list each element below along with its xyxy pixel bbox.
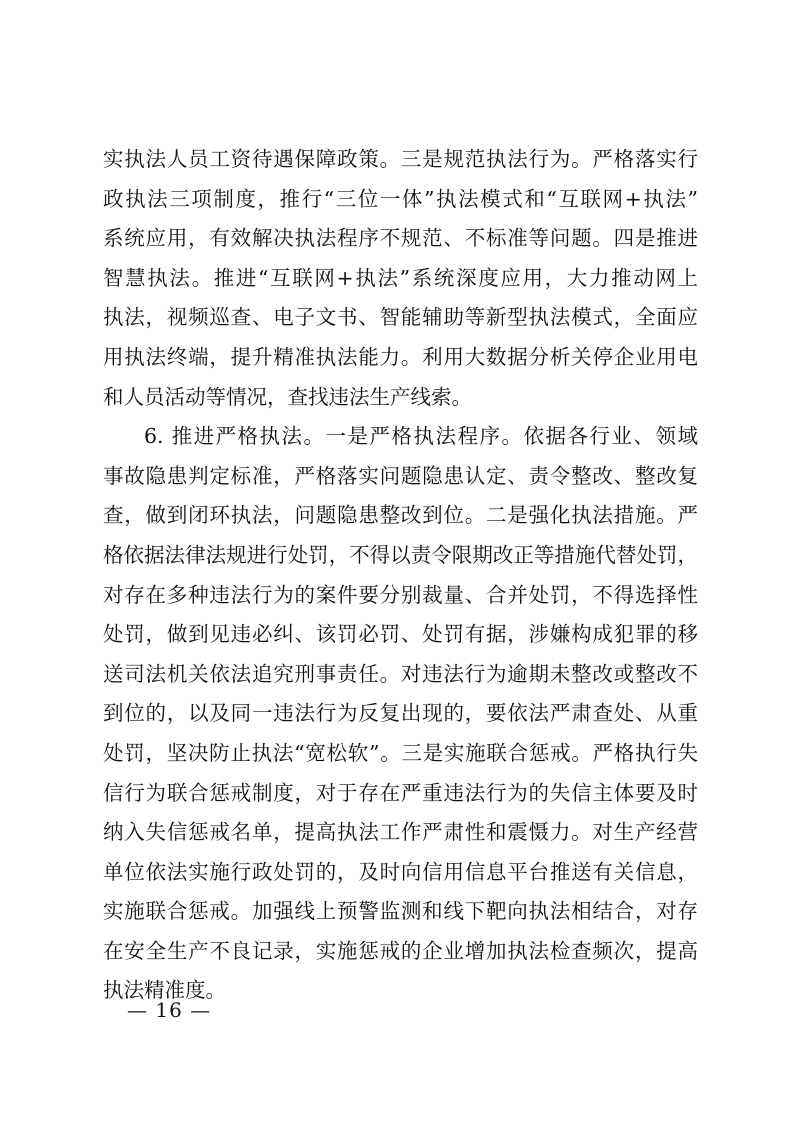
text-line: 系统应用，有效解决执法程序不规范、不标准等问题。四是推进 [103, 226, 698, 251]
text-line: 处罚，做到见违必纠、该罚必罚、处罚有据，涉嫌构成犯罪的移 [103, 622, 698, 647]
text-line: 执法，视频巡查、电子文书、智能辅助等新型执法模式，全面应 [103, 305, 698, 330]
text-line: 执法精准度。 [103, 978, 226, 1003]
text-line: 纳入失信惩戒名单，提高执法工作严肃性和震慑力。对生产经营 [103, 820, 698, 845]
page-number: — 16 — [127, 998, 212, 1022]
text-line: 处罚，坚决防止执法“宽松软”。三是实施联合惩戒。严格执行失 [103, 740, 698, 765]
text-line: 实施联合惩戒。加强线上预警监测和线下靶向执法相结合，对存 [103, 899, 698, 924]
text-line: 单位依法实施行政处罚的，及时向信用信息平台推送有关信息， [103, 859, 698, 884]
text-line: 信行为联合惩戒制度，对于存在严重违法行为的失信主体要及时 [103, 780, 698, 805]
text-line: 对存在多种违法行为的案件要分别裁量、合并处罚，不得选择性 [103, 582, 698, 607]
text-line: 政执法三项制度，推行“三位一体”执法模式和“互联网+执法” [103, 186, 698, 211]
text-line: 送司法机关依法追究刑事责任。对违法行为逾期未整改或整改不 [103, 661, 698, 686]
text-line: 实执法人员工资待遇保障政策。三是规范执法行为。严格落实行 [103, 147, 698, 171]
text-line: 在安全生产不良记录，实施惩戒的企业增加执法检查频次，提高 [103, 938, 698, 963]
text-line: 事故隐患判定标准，严格落实问题隐患认定、责令整改、整改复 [103, 463, 698, 488]
paragraph-first-line: 6. 推进严格执法。一是严格执法程序。依据各行业、领域 [144, 424, 698, 449]
text-line: 智慧执法。推进“互联网+执法”系统深度应用，大力推动网上 [103, 265, 698, 290]
text-line: 格依据法律法规进行处罚，不得以责令限期改正等措施代替处罚， [103, 542, 698, 567]
text-line: 用执法终端，提升精准执法能力。利用大数据分析关停企业用电 [103, 344, 698, 369]
text-line: 查，做到闭环执法，问题隐患整改到位。二是强化执法措施。严 [103, 503, 698, 528]
text-line: 到位的，以及同一违法行为反复出现的，要依法严肃查处、从重 [103, 701, 698, 726]
text-line: 和人员活动等情况，查找违法生产线索。 [103, 384, 472, 409]
body-text [103, 140, 698, 1011]
